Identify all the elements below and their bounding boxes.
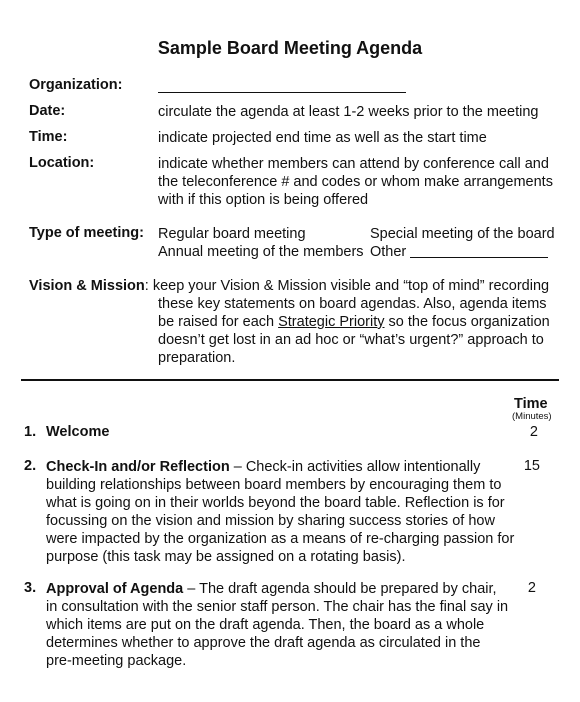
agenda-item-3-minutes: 2 [527, 580, 536, 596]
time-column-heading: Time [514, 396, 548, 412]
document-title: Sample Board Meeting Agenda [157, 38, 423, 58]
location-line-3: with if this option is being offered [158, 192, 369, 208]
agenda-item-1-title: Welcome [46, 424, 110, 440]
agenda-item-2-line-0 [46, 458, 480, 476]
agenda-item-3-line-0 [46, 580, 497, 598]
time-text: indicate projected end time as well as the start time [158, 130, 487, 146]
agenda-item-1-number: 1. [24, 424, 37, 440]
type-option-annual: Annual meeting of the members [158, 244, 364, 260]
agenda-item-2-title: Check-In and/or Reflection [46, 459, 230, 475]
type-option-regular: Regular board meeting [158, 226, 306, 242]
type-option-special: Special meeting of the board [370, 226, 555, 242]
date-label: Date: [29, 103, 66, 119]
agenda-item-2-line-4: were impacted by the organization as a means of re-charging passion for [46, 531, 515, 547]
strategic-priority-link[interactable]: Strategic Priority [278, 314, 385, 330]
agenda-item-2-line-2: what is going on in their worlds beyond the board table. Reflection is for [46, 495, 505, 511]
other-blank-line [410, 257, 548, 258]
agenda-item-3-intro: – The draft agenda should be prepared by chair, [183, 581, 497, 597]
location-label: Location: [29, 155, 95, 171]
agenda-item-3-line-4: pre-meeting package. [46, 653, 187, 669]
vision-mission-label: Vision & Mission [29, 278, 145, 294]
vision-line-3-pre: be raised for each [158, 314, 279, 330]
agenda-item-1-minutes: 2 [529, 424, 538, 440]
vision-line-4: doesn’t get lost in an ad hoc or “what’s urgent?” approach to [158, 332, 544, 348]
agenda-item-3-number: 3. [24, 580, 37, 596]
vision-line-3 [158, 313, 550, 331]
agenda-item-3-line-2: which items are put on the draft agenda. Then, the board as a whole [46, 617, 485, 633]
vision-line-5: preparation. [158, 350, 236, 366]
type-of-meeting-label: Type of meeting: [29, 225, 144, 241]
type-option-other: Other [370, 244, 407, 260]
agenda-item-3-line-3: determines whether to approve the draft agenda as circulated in the [46, 635, 481, 651]
agenda-item-2-line-1: building relationships between board members by encouraging them to [46, 477, 502, 493]
organization-blank-line [158, 92, 406, 93]
vision-line-1-text: : keep your Vision & Mission visible and “top of mind” recording [144, 278, 550, 294]
time-column-subheading: (Minutes) [512, 411, 552, 422]
agenda-item-2-line-5: purpose (this task may be assigned on a rotating basis). [46, 549, 406, 565]
agenda-item-2-line-3: focussing on the vision and mission by sharing success stories of how [46, 513, 495, 529]
location-line-2: the teleconference # and codes or whom make arrangements [158, 174, 553, 190]
agenda-item-3-title: Approval of Agenda [46, 581, 184, 597]
date-text: circulate the agenda at least 1-2 weeks prior to the meeting [158, 104, 539, 120]
agenda-item-3-line-1: in consultation with the senior staff person. The chair has the final say in [46, 599, 509, 615]
agenda-item-2-number: 2. [24, 458, 37, 474]
agenda-item-2-intro: – Check-in activities allow intentionally [229, 459, 481, 475]
organization-label: Organization: [29, 77, 123, 93]
section-divider [21, 379, 559, 381]
vision-line-2: these key statements on board agendas. Also, agenda items [158, 296, 547, 312]
vision-line-1 [29, 277, 549, 295]
time-label: Time: [29, 129, 68, 145]
location-line-1: indicate whether members can attend by conference call and [158, 156, 549, 172]
vision-line-3-post: so the focus organization [384, 314, 550, 330]
agenda-item-2-minutes: 15 [523, 458, 540, 474]
